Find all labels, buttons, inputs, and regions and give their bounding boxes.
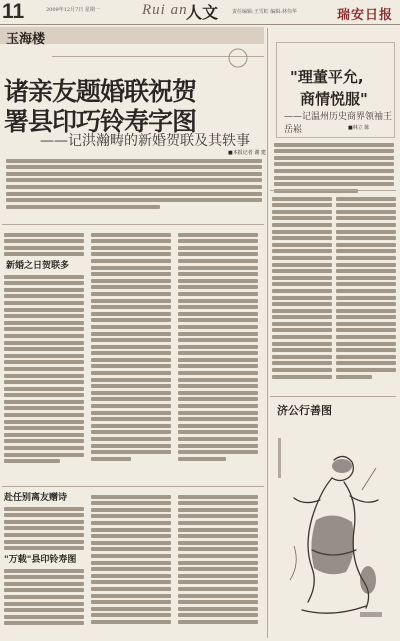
article-author: ■本报记者 谢 建 [228,150,266,156]
ink-painting [272,430,396,630]
article-title-line2: 署县印巧铃寿字图 [4,107,197,136]
section-head-3: "万载"县印铃寿图 [4,555,77,565]
right-body-col-2 [336,194,396,381]
body-col-5 [4,566,84,628]
right-article-author: ■林立 陈 [348,125,370,131]
section-head-1: 新婚之日贺联多 [6,261,70,271]
section-title: 人文 [186,3,219,22]
editors-line: 责任编辑:王雪虹 编辑:林伟华 [232,9,297,15]
right-body-col-1 [272,194,332,381]
issue-date: 2009年12月7日 星期一 [46,7,100,13]
body-col-2 [91,230,171,463]
newspaper-logo: 瑞安日报 [337,8,394,23]
rule [270,396,396,397]
rule [2,224,264,225]
right-article-title-line1: "理董平允, [290,68,364,86]
rule [2,486,264,487]
article-subtitle: ——记洪瀚畴的新婚贺联及其轶事 [40,133,250,149]
body-col-1a [4,230,84,259]
decor-illustration [52,46,264,70]
brand-roman: Rui an [142,2,188,18]
painting-title: 济公行善图 [277,404,332,417]
body-col-3 [178,230,258,463]
right-article-title-line2: 商情悦服" [300,90,368,108]
body-col-7 [178,492,258,626]
body-col-1 [4,272,84,466]
intro-paragraph [6,156,262,211]
rule [270,190,396,191]
column-divider [267,28,268,638]
article-title-line1: 诸亲友题婚联祝贺 [4,77,197,106]
body-col-4 [4,504,84,553]
column-name: 玉海楼 [6,32,46,47]
right-article-subtitle: ——记温州历史商界领袖王岳崧 [284,112,393,135]
page-number: 11 [2,0,25,23]
right-article-intro [274,140,394,195]
body-col-6 [91,492,171,626]
section-head-2: 赴任别离友赠诗 [4,493,68,503]
